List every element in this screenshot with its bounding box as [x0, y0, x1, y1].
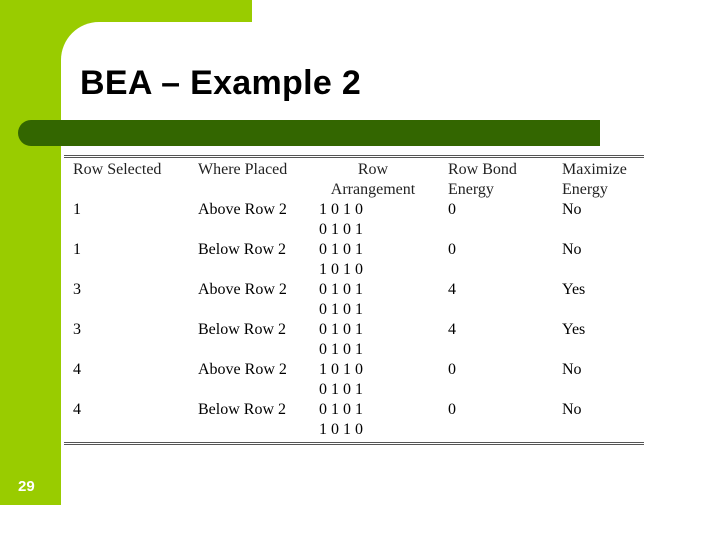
cell-empty: [554, 380, 644, 400]
cell-arrangement-line-1: 1 0 1 0: [319, 361, 363, 378]
cell-empty: [64, 220, 188, 240]
cell-empty: [440, 340, 554, 360]
cell-row-bond-energy: 4: [448, 281, 456, 298]
header-row-arrangement-2: Arrangement: [330, 181, 416, 198]
cell-empty: [64, 260, 188, 280]
cell-maximize-energy: No: [562, 401, 582, 418]
cell-arrangement-line-2: 0 1 0 1: [319, 381, 363, 398]
cell-row-selected: 4: [73, 401, 81, 418]
cell-arrangement-line-1: 1 0 1 0: [319, 201, 363, 218]
cell-empty: [440, 260, 554, 280]
cell-arrangement-line-2: 1 0 1 0: [319, 261, 363, 278]
header-where-placed: Where Placed: [198, 161, 288, 178]
cell-empty: [188, 260, 306, 280]
cell-empty: [440, 420, 554, 440]
cell-arrangement-line-1: 0 1 0 1: [319, 241, 363, 258]
cell-empty: [188, 340, 306, 360]
cell-empty: [554, 220, 644, 240]
cell-empty: [188, 420, 306, 440]
title-underline-bar: [18, 120, 600, 146]
header-row-selected: Row Selected: [73, 161, 162, 178]
cell-where-placed: Below Row 2: [198, 321, 286, 338]
cell-arrangement-line-2: 0 1 0 1: [319, 221, 363, 238]
cell-arrangement-line-2: 1 0 1 0: [319, 421, 363, 438]
header-maximize-energy-2: Energy: [562, 181, 608, 198]
cell-empty: [64, 380, 188, 400]
header-row-selected-2: [64, 180, 188, 200]
cell-where-placed: Above Row 2: [198, 361, 287, 378]
cell-empty: [554, 260, 644, 280]
cell-maximize-energy: No: [562, 241, 582, 258]
cell-maximize-energy: Yes: [562, 321, 586, 338]
cell-row-selected: 3: [73, 281, 81, 298]
cell-empty: [554, 340, 644, 360]
cell-empty: [440, 220, 554, 240]
cell-row-bond-energy: 0: [448, 201, 456, 218]
header-row-bond-energy-1: Row Bond: [448, 161, 517, 178]
cell-row-bond-energy: 0: [448, 241, 456, 258]
cell-arrangement-line-1: 0 1 0 1: [319, 401, 363, 418]
cell-where-placed: Above Row 2: [198, 281, 287, 298]
header-where-placed-2: [188, 180, 306, 200]
cell-row-bond-energy: 0: [448, 361, 456, 378]
slide-title: BEA – Example 2: [80, 64, 362, 102]
header-row-arrangement-1: Row: [357, 161, 389, 178]
header-row-bond-energy-2: Energy: [448, 181, 494, 198]
cell-row-selected: 1: [73, 241, 81, 258]
cell-maximize-energy: No: [562, 201, 582, 218]
cell-empty: [188, 380, 306, 400]
cell-row-selected: 3: [73, 321, 81, 338]
cell-arrangement-line-2: 0 1 0 1: [319, 341, 363, 358]
cell-empty: [440, 380, 554, 400]
cell-empty: [64, 420, 188, 440]
cell-row-bond-energy: 4: [448, 321, 456, 338]
cell-empty: [64, 300, 188, 320]
cell-arrangement-line-2: 0 1 0 1: [319, 301, 363, 318]
cell-empty: [188, 220, 306, 240]
cell-arrangement-line-1: 0 1 0 1: [319, 281, 363, 298]
cell-row-selected: 4: [73, 361, 81, 378]
cell-maximize-energy: No: [562, 361, 582, 378]
cell-where-placed: Below Row 2: [198, 401, 286, 418]
cell-maximize-energy: Yes: [562, 281, 586, 298]
cell-where-placed: Above Row 2: [198, 201, 287, 218]
bea-table: [64, 155, 644, 445]
cell-where-placed: Below Row 2: [198, 241, 286, 258]
cell-row-selected: 1: [73, 201, 81, 218]
cell-empty: [188, 300, 306, 320]
green-left-strip: [0, 0, 61, 505]
cell-empty: [440, 300, 554, 320]
cell-arrangement-line-1: 0 1 0 1: [319, 321, 363, 338]
header-maximize-energy-1: Maximize: [562, 161, 627, 178]
cell-empty: [554, 300, 644, 320]
cell-empty: [64, 340, 188, 360]
bea-table-grid: [64, 160, 644, 440]
cell-row-bond-energy: 0: [448, 401, 456, 418]
slide-number: 29: [18, 478, 35, 495]
cell-empty: [554, 420, 644, 440]
